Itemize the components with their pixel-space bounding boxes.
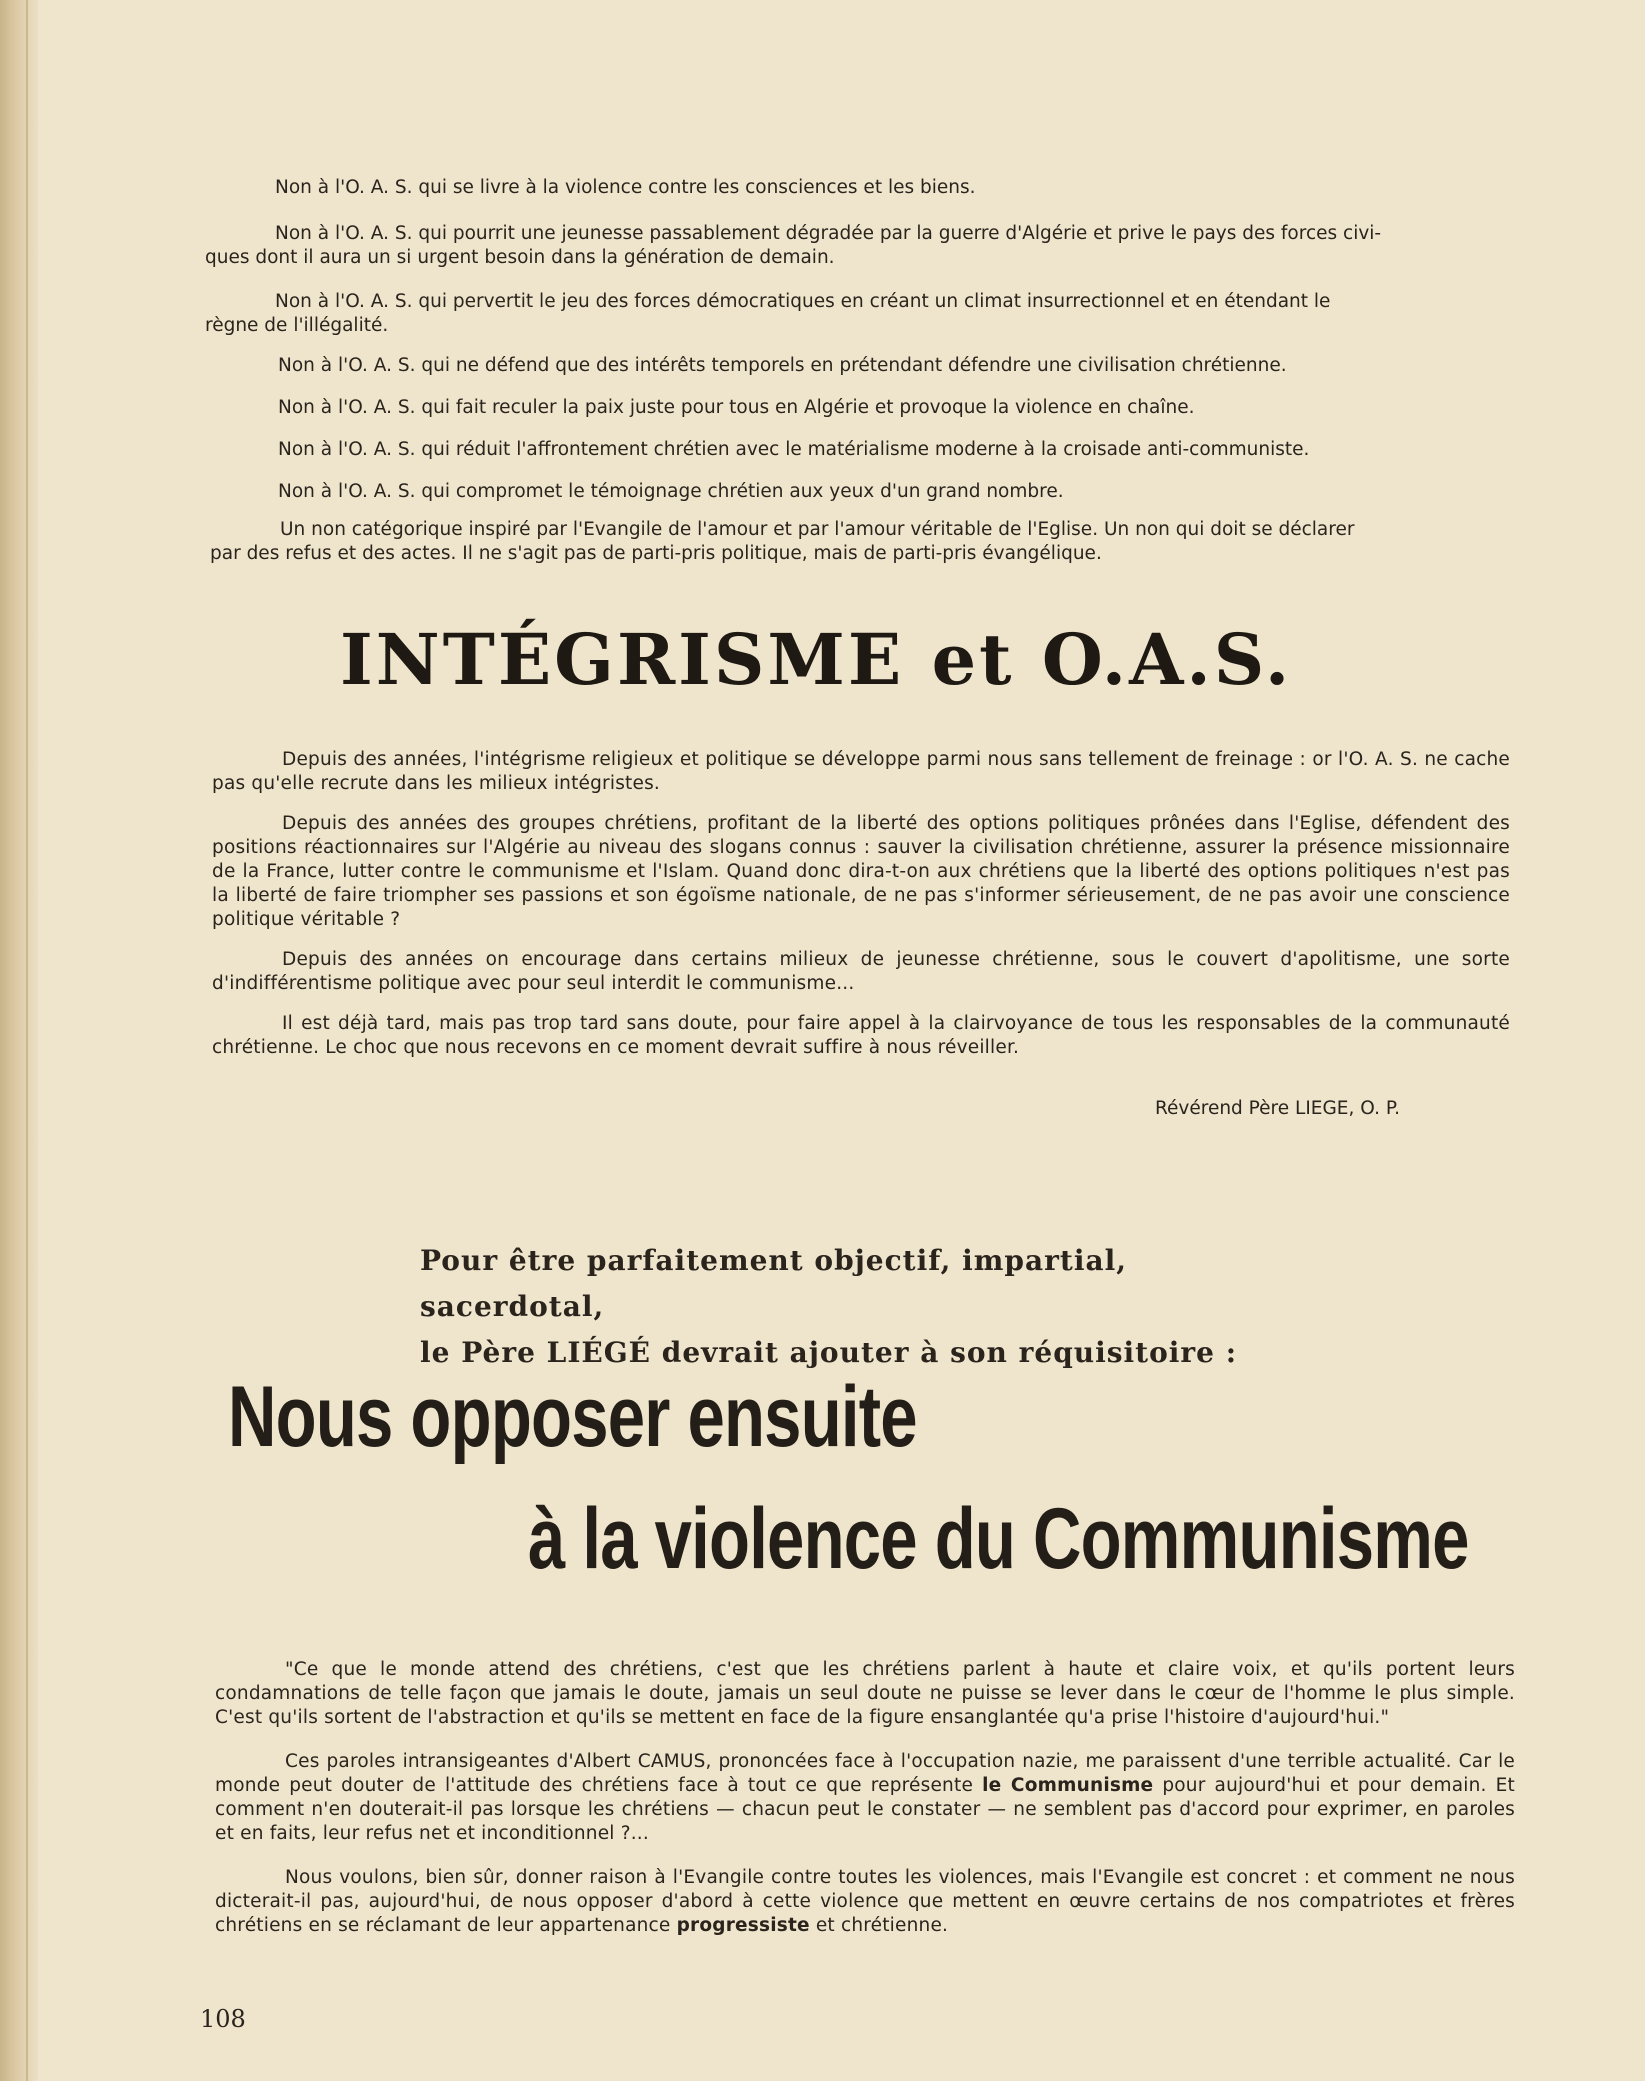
camus-quote: "Ce que le monde attend des chrétiens, c'est que les chrétiens parlent à haute et claire voix, et qu'ils portent leurs condamnations de telle façon que jamais le doute, jamais un seul doute ne puisse se lever dans le cœur de l'homme le plus simple. C'est qu'ils sortent de l'abstraction et qu'ils se mettent en face de la figure ensanglantée qu'a prise l'histoire d'aujourd'hui.": [215, 1659, 1515, 1728]
text-run: Ces paroles intransigeantes d'Albert CAMUS, prononcées face à l'occupation nazie, me paraissent d'une terrible actualité. Car le monde peut douter de l'attitude des chrétiens face à tout ce que représente: [215, 1751, 1515, 1796]
section-title-integrisme: INTÉGRISME et O.A.S.: [340, 618, 1293, 701]
non-line: Un non catégorique inspiré par l'Evangile de l'amour et par l'amour véritable de l'Eglise. Un non qui doit se déclarer: [280, 519, 1355, 540]
non-line: Non à l'O. A. S. qui ne défend que des intérêts temporels en prétendant défendre une civilisation chrétienne.: [278, 355, 1287, 376]
text-run: Nous voulons, bien sûr, donner raison à l'Evangile contre toutes les violences, mais l'Evangile est concret : et comment ne nous dicterait-il pas, aujourd'hui, de nous opposer d'abord à cette violence que mettent en œuvre certains de nos compatriotes et frères chrétiens en se réclamant de leur appartenance: [215, 1867, 1515, 1936]
emphasis-progressiste: progressiste: [676, 1915, 810, 1936]
headline-line-1: Nous opposer ensuite: [228, 1369, 917, 1465]
page-binding-edge: [0, 0, 38, 2081]
paragraph: Depuis des années, l'intégrisme religieux et politique se développe parmi nous sans tellement de freinage : or l'O. A. S. ne cache pas qu'elle recrute dans les milieux intégristes.: [212, 749, 1510, 794]
text-run: pour aujourd'hui et pour demain. Et comment n'en douterait-il pas lorsque les chrétiens — chacun peut le constater — ne semblent pas d'accord pour exprimer, en paroles et en faits, leur refus net et inconditionnel ?...: [215, 1775, 1515, 1844]
signature: Révérend Père LIEGE, O. P.: [1155, 1098, 1400, 1119]
paragraph: Il est déjà tard, mais pas trop tard sans doute, pour faire appel à la clairvoyance de tous les responsables de la communauté chrétienne. Le choc que nous recevons en ce moment devrait suffire à nous réveiller.: [212, 1013, 1510, 1058]
integrisme-body: [212, 748, 1510, 1060]
subtitle-line: Pour être parfaitement objectif, impartial, sacerdotal,: [420, 1244, 1128, 1323]
page-number: 108: [200, 2005, 246, 2033]
non-line: Non à l'O. A. S. qui pervertit le jeu des forces démocratiques en créant un climat insurrectionnel et en étendant le: [275, 291, 1331, 312]
text-run: et chrétienne.: [809, 1915, 949, 1936]
non-line: règne de l'illégalité.: [205, 315, 389, 336]
subtitle-line: le Père LIÉGÉ devrait ajouter à son réquisitoire :: [420, 1336, 1238, 1369]
non-line: Non à l'O. A. S. qui fait reculer la paix juste pour tous en Algérie et provoque la violence en chaîne.: [278, 397, 1195, 418]
final-paragraph: [215, 1866, 1515, 1938]
camus-section: [215, 1658, 1515, 1938]
headline-line-2: à la violence du Communisme: [528, 1491, 1469, 1587]
non-line: Non à l'O. A. S. qui se livre à la violence contre les consciences et les biens.: [275, 177, 976, 198]
non-line: Non à l'O. A. S. qui compromet le témoignage chrétien aux yeux d'un grand nombre.: [278, 481, 1064, 502]
non-line: Non à l'O. A. S. qui pourrit une jeunesse passablement dégradée par la guerre d'Algérie et prive le pays des forces civi-: [275, 223, 1382, 244]
paragraph: Depuis des années des groupes chrétiens, profitant de la liberté des options politiques prônées dans l'Eglise, défendent des positions réactionnaires sur l'Algérie au niveau des slogans connus : sauver la civilisation chrétienne, assurer la présence missionnaire de la France, lutter contre le communisme et l'Islam. Quand donc dira-t-on aux chrétiens que la liberté des options politiques n'est pas la liberté de faire triompher ses passions et son égoïsme nationale, de ne pas s'informer sérieusement, de ne pas avoir une conscience politique véritable ?: [212, 813, 1510, 930]
camus-comment: [215, 1750, 1515, 1846]
paragraph: Depuis des années on encourage dans certains milieux de jeunesse chrétienne, sous le couvert d'apolitisme, une sorte d'indifférentisme politique avec pour seul interdit le communisme...: [212, 949, 1510, 994]
subtitle: [420, 1238, 1320, 1376]
non-line: ques dont il aura un si urgent besoin dans la génération de demain.: [205, 247, 835, 268]
non-line: par des refus et des actes. Il ne s'agit pas de parti-pris politique, mais de parti-pris évangélique.: [210, 543, 1102, 564]
emphasis-communisme: le Communisme: [982, 1775, 1154, 1796]
non-line: Non à l'O. A. S. qui réduit l'affrontement chrétien avec le matérialisme moderne à la croisade anti-communiste.: [278, 439, 1310, 460]
